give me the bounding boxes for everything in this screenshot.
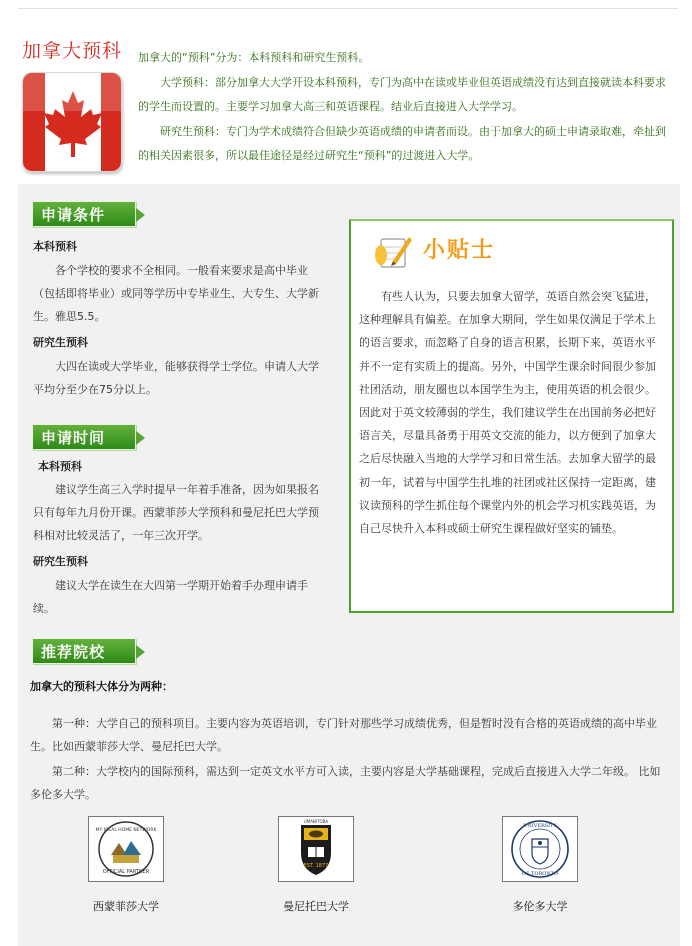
toronto-logo-text: UNIVERSITY (523, 823, 557, 829)
pen-notepad-icon (371, 231, 415, 271)
university-sfu[interactable] (86, 816, 166, 914)
timing-grad-text: 建议大学在读生在大四第一学期开始着手办理申请手续。 (33, 579, 308, 615)
crest-seal-icon (503, 817, 577, 881)
toronto-logo-sub: OF TORONTO (521, 871, 559, 877)
manitoba-logo-sub: UMANITOBA (303, 819, 329, 824)
conditions-grad-title: 研究生预科 (33, 336, 88, 349)
intro-line-1: 加拿大的“预科”分为：本科预科和研究生预科。 (138, 51, 370, 64)
university-toronto[interactable] (500, 816, 580, 914)
timing-undergrad-text: 建议学生高三入学时提早一年着手准备，因为如果报名只有每年九月份开课。西蒙菲莎大学预科和曼尼托巴大学预科相对比较灵活了，一年三次开学。 (33, 483, 319, 542)
intro-text (138, 46, 674, 169)
house-network-icon (89, 817, 163, 881)
canada-flag-image (22, 72, 122, 172)
university-manitoba[interactable] (276, 816, 356, 914)
sfu-logo-sub: OFFICIAL PARTNER (102, 869, 150, 875)
sfu-logo (88, 816, 164, 882)
recommend-type-1: 第一种：大学自己的预科项目。主要内容为英语培训，专门针对那些学习成绩优秀，但是暂时没有合格的英语成绩的高中毕业生。比如西蒙菲莎大学、曼尼托巴大学。 (30, 717, 657, 753)
intro-line-3: 研究生预科：专门为学术成绩符合但缺少英语成绩的申请者而设。由于加拿大的硕士申请录取难，牵扯到的相关因素很多，所以最佳途径是经过研究生“预科”的过渡进入大学。 (138, 124, 666, 162)
timing-undergrad-title: 本科预科 (38, 460, 82, 473)
recommend-tab: 推荐院校 (32, 638, 136, 664)
toronto-logo (502, 816, 578, 882)
timing-tab: 申请时间 (32, 424, 136, 450)
tips-box (349, 219, 674, 613)
sfu-logo-text: MY IDEAL HOME NETWORK (95, 828, 157, 833)
timing-grad-title: 研究生预科 (33, 555, 88, 568)
conditions-undergrad-text: 各个学校的要求不全相同。一般看来要求是高中毕业（包括即将毕业）或同等学历中专毕业生、大专生、大学新生。雅思5.5。 (33, 264, 319, 323)
sfu-name: 西蒙菲莎大学 (93, 900, 159, 913)
tips-title: 小贴士 (423, 238, 496, 263)
tips-text: 有些人认为，只要去加拿大留学，英语自然会突飞猛进，这种理解具有偏差。在加拿大期间，学生如果仅满足于学术上的语言要求，而忽略了自身的语言积累，长期下来，英语水平并不一定有实质上的提高。另外，中国学生课余时间很少参加社团活动，朋友圈也以本国学生为主，使用英语的机会很少。因此对于英文较薄弱的学生，我们建议学生在出国前务必把好语言关，尽量具备勇于用英文交流的能力，以方便到了加拿大之后尽快融入当地的大学学习和日常生活。去加拿大留学的最初一年，试着与中国学生扎堆的社团或社区保持一定距离，建议读预科的学生抓住每个课堂内外的机会学习机实践英语，为自己尽快升入本科或硕士研究生课程做好坚实的铺垫。 (359, 290, 656, 536)
intro-line-2: 大学预科：部分加拿大大学开设本科预科，专门为高中在读或毕业但英语成绩没有达到直接就读本科要求的学生而设置的。主要学习加拿大高三和英语课程。结业后直接进入大学学习。 (138, 75, 666, 113)
shield-icon (279, 817, 353, 881)
manitoba-name: 曼尼托巴大学 (283, 900, 349, 913)
conditions-grad-text: 大四在读或大学毕业，能够获得学士学位。申请人大学平均分至少在75分以上。 (33, 360, 319, 396)
manitoba-logo (278, 816, 354, 882)
maple-leaf-flag-icon (23, 73, 122, 172)
recommend-intro: 加拿大的预科大体分为两种： (30, 680, 173, 693)
recommend-type-2: 第二种：大学校内的国际预科，需达到一定英文水平方可入读，主要内容是大学基础课程，完成后直接进入大学二年级。 比如多伦多大学。 (30, 765, 661, 801)
conditions-undergrad-title: 本科预科 (33, 240, 77, 253)
conditions-tab: 申请条件 (32, 201, 136, 227)
toronto-name: 多伦多大学 (512, 900, 568, 913)
page-title: 加拿大预科 (22, 40, 123, 62)
top-divider (18, 8, 678, 9)
manitoba-logo-text: EST. 1877 (303, 863, 329, 869)
